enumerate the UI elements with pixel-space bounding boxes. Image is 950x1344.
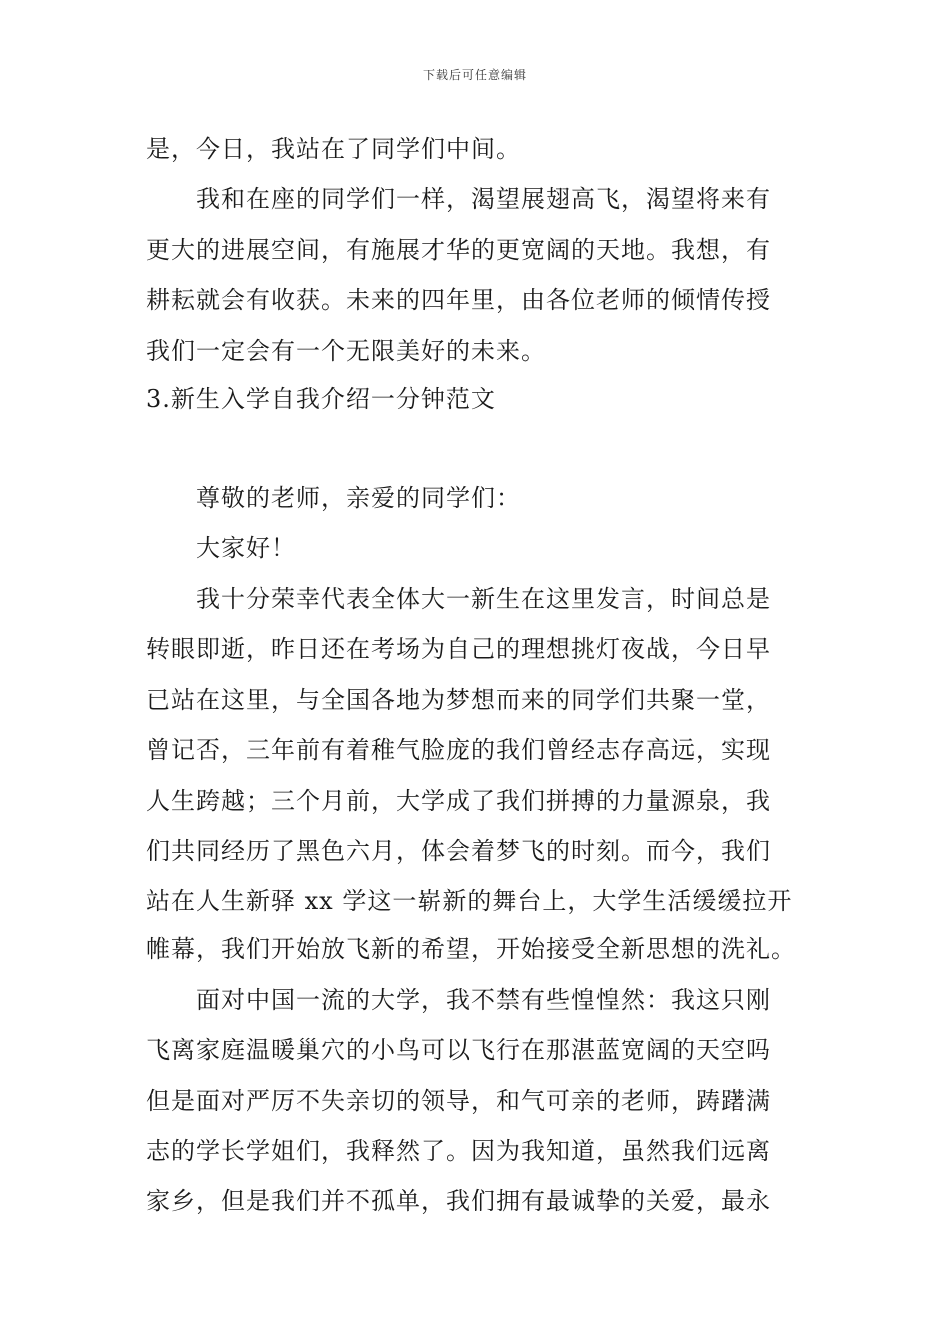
text-line: 我们一定会有一个无限美好的未来。: [146, 337, 546, 365]
text-line: 曾记否，三年前有着稚气脸庞的我们曾经志存高远，实现: [146, 736, 771, 764]
text-line: 家乡，但是我们并不孤单，我们拥有最诚挚的关爱，最永: [146, 1187, 771, 1215]
text-line: 是，今日，我站在了同学们中间。: [146, 135, 521, 163]
paragraph-start-line: 我十分荣幸代表全体大一新生在这里发言，时间总是: [196, 585, 771, 613]
paragraph-start-line: 面对中国一流的大学，我不禁有些惶惶然：我这只刚: [196, 986, 771, 1014]
text-line: 站在人生新驿 xx 学这一崭新的舞台上，大学生活缓缓拉开: [146, 887, 793, 915]
salutation-line: 尊敬的老师，亲爱的同学们：: [196, 484, 521, 512]
text-line: 转眼即逝，昨日还在考场为自己的理想挑灯夜战，今日早: [146, 635, 771, 663]
text-line: 帷幕，我们开始放飞新的希望，开始接受全新思想的洗礼。: [146, 935, 796, 963]
text-line: 飞离家庭温暖巢穴的小鸟可以飞行在那湛蓝宽阔的天空吗: [146, 1036, 771, 1064]
text-line: 耕耘就会有收获。未来的四年里，由各位老师的倾情传授: [146, 286, 771, 314]
text-line: 已站在这里，与全国各地为梦想而来的同学们共聚一堂，: [146, 686, 771, 714]
greeting-line: 大家好！: [196, 534, 296, 562]
page-header: 下载后可任意编辑: [422, 68, 527, 82]
text-line: 人生跨越；三个月前，大学成了我们拼搏的力量源泉，我: [146, 787, 771, 815]
text-line: 志的学长学姐们，我释然了。因为我知道，虽然我们远离: [146, 1137, 771, 1165]
text-line: 们共同经历了黑色六月，体会着梦飞的时刻。而今，我们: [146, 837, 771, 865]
text-line: 更大的进展空间，有施展才华的更宽阔的天地。我想，有: [146, 236, 771, 264]
section-heading: 3.新生入学自我介绍一分钟范文: [146, 385, 496, 413]
paragraph-start-line: 我和在座的同学们一样，渴望展翅高飞，渴望将来有: [196, 185, 771, 213]
text-line: 但是面对严厉不失亲切的领导，和气可亲的老师，踌躇满: [146, 1087, 771, 1115]
